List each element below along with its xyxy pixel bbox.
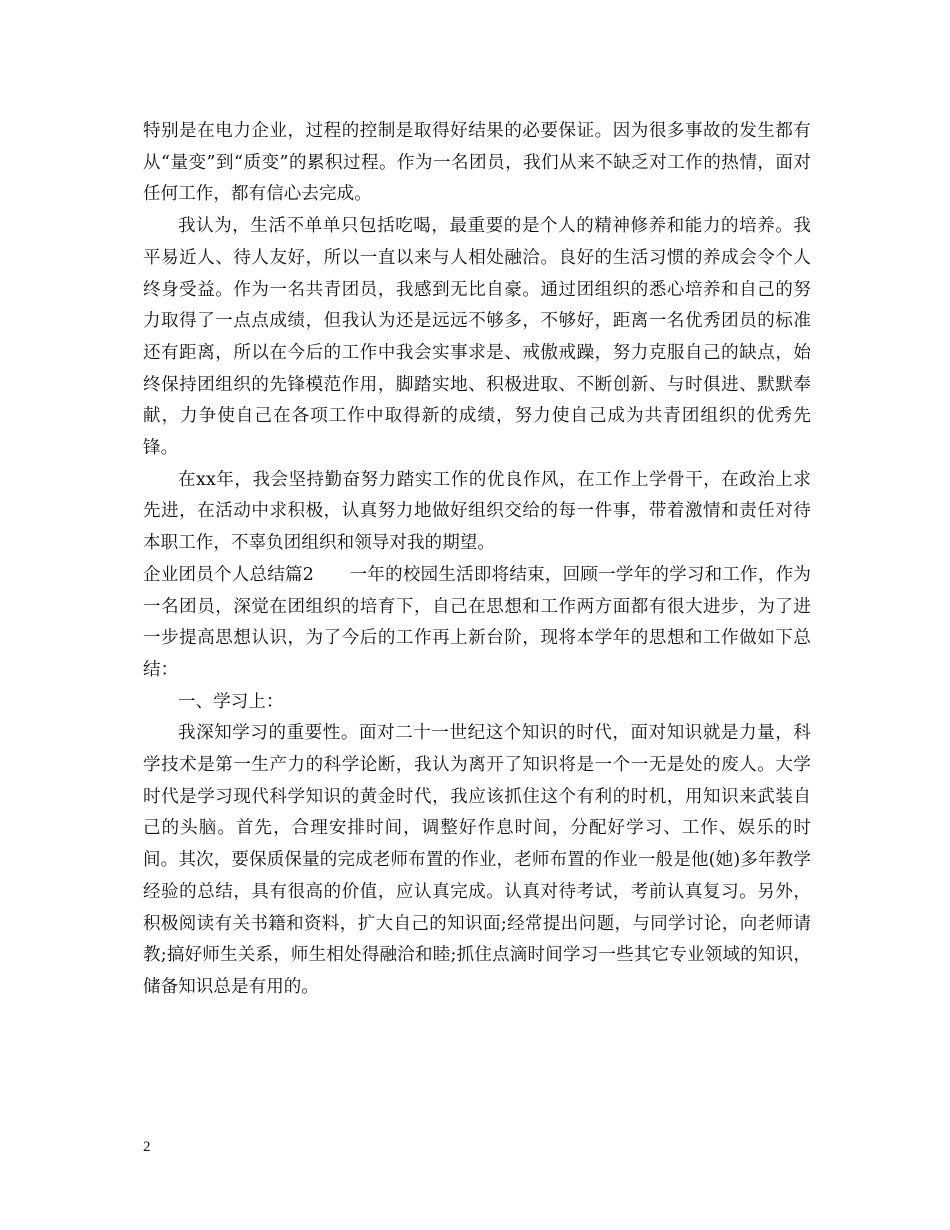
paragraph-2: 我认为，生活不单单只包括吃喝，最重要的是个人的精神修养和能力的培养。我平易近人、待人友好，所以一直以来与人相处融洽。良好的生活习惯的养成会令个人终身受益。作为一名共青团员，我感到无比自豪。通过团组织的悉心培养和自己的努力取得了一点点成绩，但我认为还是远远不够多，不够好，距离一名优秀团员的标准还有距离，所以在今后的工作中我会实事求是、戒傲戒躁，努力克服自己的缺点，始终保持团组织的先锋模范作用，脚踏实地、积极进取、不断创新、与时俱进、默默奉献，力争使自己在各项工作中取得新的成绩，努力使自己成为共青团组织的优秀先锋。 [143,216,811,459]
document-body [143,116,811,1004]
paragraph-1: 特别是在电力企业，过程的控制是取得好结果的必要保证。因为很多事故的发生都有从“量变”到“质变”的累积过程。作为一名团员，我们从来不缺乏对工作的热情，面对任何工作，都有信心去完成。 [143,121,811,205]
page-number: 2 [143,1139,151,1155]
paragraph-5-subheading: 一、学习上： [178,691,284,712]
paragraph-6: 我深知学习的重要性。面对二十一世纪这个知识的时代，面对知识就是力量，科学技术是第一生产力的科学论断，我认为离开了知识将是一个一无是处的废人。大学时代是学习现代科学知识的黄金时代，我应该抓住这个有利的时机，用知识来武装自己的头脑。首先，合理安排时间，调整好作息时间，分配好学习、工作、娱乐的时间。其次，要保质保量的完成老师布置的作业，老师布置的作业一般是他(她)多年教学经验的总结，具有很高的价值，应认真完成。认真对待考试，考前认真复习。另外，积极阅读有关书籍和资料，扩大自己的知识面;经常提出问题，与同学讨论，向老师请教;搞好师生关系，师生相处得融洽和睦;抓住点滴时间学习一些其它专业领域的知识，储备知识总是有用的。 [143,723,811,997]
paragraph-4-section-heading: 企业团员个人总结篇2 一年的校园生活即将结束，回顾一学年的学习和工作，作为一名团员，深觉在团组织的培育下，自己在思想和工作两方面都有很大进步，为了进一步提高思想认识，为了今后的工作再上新台阶，现将本学年的思想和工作做如下总结： [143,564,811,680]
paragraph-3: 在xx年，我会坚持勤奋努力踏实工作的优良作风，在工作上学骨干，在政治上求先进，在活动中求积极，认真努力地做好组织交给的每一件事，带着激情和责任对待本职工作，不辜负团组织和领导对我的期望。 [143,469,811,554]
